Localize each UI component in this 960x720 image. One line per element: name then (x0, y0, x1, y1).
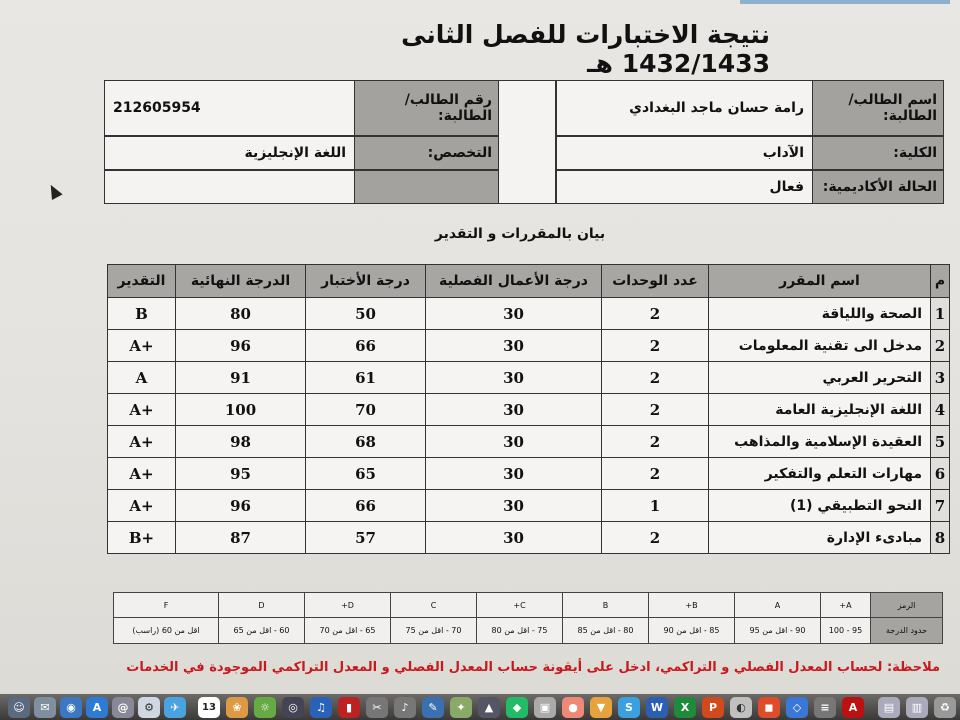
mouse-cursor-icon (45, 182, 62, 200)
row-course: اللغة الإنجليزية العامة (708, 393, 931, 426)
legend-symbol-label: الرمز (870, 592, 943, 618)
app-icon[interactable]: ◆ (506, 697, 528, 718)
row-units: 2 (601, 393, 709, 426)
row-final: 98 (175, 425, 306, 458)
vlc-icon[interactable]: ▼ (590, 697, 612, 718)
app-icon[interactable]: ▣ (534, 697, 556, 718)
row-grade: A+ (107, 489, 176, 522)
app-icon[interactable]: ◼ (758, 697, 780, 718)
legend-range: 75 - اقل من 80 (476, 617, 563, 644)
table-row (107, 393, 950, 426)
row-final: 91 (175, 361, 306, 394)
page-title: نتيجة الاختبارات للفصل الثانى 1432/1433 هـ (401, 20, 770, 78)
row-course: الصحة واللياقة (708, 297, 931, 330)
legend-range: اقل من 60 (راسب) (113, 617, 219, 644)
row-grade: A+ (107, 457, 176, 490)
legend-range: 85 - اقل من 90 (648, 617, 735, 644)
contacts-icon[interactable]: @ (112, 697, 134, 718)
documents-folder-icon[interactable]: ▥ (906, 697, 928, 718)
row-coursework: 30 (425, 521, 602, 554)
student-id-label: رقم الطالب/الطالبة: (354, 80, 499, 136)
header-grade: التقدير (107, 264, 176, 298)
row-course: مبادىء الإدارة (708, 521, 931, 554)
row-coursework: 30 (425, 489, 602, 522)
row-exam: 66 (305, 329, 426, 362)
row-coursework: 30 (425, 297, 602, 330)
row-units: 2 (601, 425, 709, 458)
taskbar-dock (0, 694, 960, 720)
row-final: 80 (175, 297, 306, 330)
table-row (107, 297, 950, 330)
table-row (107, 329, 950, 362)
iphoto-icon[interactable]: ☼ (254, 697, 276, 718)
row-course: العقيدة الإسلامية والمذاهب (708, 425, 931, 458)
row-units: 2 (601, 297, 709, 330)
legend-range: 65 - اقل من 70 (304, 617, 391, 644)
legend-code: A+ (820, 592, 871, 618)
acrobat-icon[interactable]: A (842, 697, 864, 718)
student-name-value: رامة حسان ماجد البغدادي (556, 80, 813, 136)
academic-status-label: الحالة الأكاديمية: (812, 170, 944, 204)
row-index: 6 (930, 457, 950, 490)
downloads-folder-icon[interactable]: ▤ (878, 697, 900, 718)
row-grade: A (107, 361, 176, 394)
row-exam: 61 (305, 361, 426, 394)
student-id-value: 212605954 (104, 80, 355, 136)
table-row (107, 425, 950, 458)
mail-icon[interactable]: ✉ (34, 697, 56, 718)
row-exam: 57 (305, 521, 426, 554)
header-index: م (930, 264, 950, 298)
dvd-player-icon[interactable]: ◎ (282, 697, 304, 718)
row-exam: 70 (305, 393, 426, 426)
row-coursework: 30 (425, 425, 602, 458)
student-name-label: اسم الطالب/ الطالبة: (812, 80, 944, 136)
college-label: الكلية: (812, 136, 944, 170)
legend-code: F (113, 592, 219, 618)
legend-range: 60 - اقل من 65 (218, 617, 305, 644)
academic-status-value: فعال (556, 170, 813, 204)
footer-note: ملاحظة: لحساب المعدل الفصلي و التراكمي، ادخل على أيقونة حساب المعدل الفصلي و المعدل التراكمي الموجودة في الخدمات (126, 660, 940, 675)
scissors-icon[interactable]: ✂ (366, 697, 388, 718)
trash-icon[interactable]: ♻ (934, 697, 956, 718)
legend-code: D+ (304, 592, 391, 618)
safari-icon[interactable]: ◉ (60, 697, 82, 718)
row-index: 5 (930, 425, 950, 458)
skype-icon[interactable]: S (618, 697, 640, 718)
row-units: 2 (601, 361, 709, 394)
row-units: 2 (601, 457, 709, 490)
guitar-icon[interactable]: ♪ (394, 697, 416, 718)
photos-icon[interactable]: ❀ (226, 697, 248, 718)
empty-value-cell (104, 170, 355, 204)
row-final: 95 (175, 457, 306, 490)
excel-icon[interactable]: X (674, 697, 696, 718)
app-icon[interactable]: ✦ (450, 697, 472, 718)
row-exam: 68 (305, 425, 426, 458)
window-top-bar (740, 0, 950, 4)
row-index: 3 (930, 361, 950, 394)
header-exam: درجة الأختبار (305, 264, 426, 298)
table-row (107, 361, 950, 394)
itunes-icon[interactable]: ♫ (310, 697, 332, 718)
row-course: النحو التطبيقي (1) (708, 489, 931, 522)
powerpoint-icon[interactable]: P (702, 697, 724, 718)
legend-range: 90 - اقل من 95 (734, 617, 821, 644)
header-final: الدرجة النهائية (175, 264, 306, 298)
legend-code: B (562, 592, 649, 618)
courses-table (107, 264, 950, 562)
table-row (107, 457, 950, 490)
system-preferences-icon[interactable]: ⚙ (138, 697, 160, 718)
empty-label-cell (354, 170, 499, 204)
calendar-icon[interactable]: 13 (198, 697, 220, 718)
row-index: 1 (930, 297, 950, 330)
row-coursework: 30 (425, 361, 602, 394)
row-units: 2 (601, 521, 709, 554)
row-grade: A+ (107, 425, 176, 458)
row-exam: 50 (305, 297, 426, 330)
college-value: الآداب (556, 136, 813, 170)
table-header-row (107, 264, 950, 298)
major-label: التخصص: (354, 136, 499, 170)
legend-range-label: حدود الدرجة (870, 617, 943, 644)
row-course: مهارات التعلم والتفكير (708, 457, 931, 490)
student-info-box (104, 80, 944, 206)
header-coursework: درجة الأعمال الفصلية (425, 264, 602, 298)
app-icon[interactable]: ● (562, 697, 584, 718)
row-course: التحرير العربي (708, 361, 931, 394)
major-value: اللغة الإنجليزية (104, 136, 355, 170)
row-index: 2 (930, 329, 950, 362)
legend-code: B+ (648, 592, 735, 618)
row-index: 4 (930, 393, 950, 426)
legend-code: D (218, 592, 305, 618)
preview-icon[interactable]: ◐ (730, 697, 752, 718)
row-coursework: 30 (425, 393, 602, 426)
row-final: 87 (175, 521, 306, 554)
app-icon[interactable]: ◇ (786, 697, 808, 718)
row-final: 100 (175, 393, 306, 426)
legend-code: C (390, 592, 477, 618)
row-final: 96 (175, 489, 306, 522)
messages-icon[interactable]: ✈ (164, 697, 186, 718)
row-grade: A+ (107, 393, 176, 426)
app-icon[interactable]: ≡ (814, 697, 836, 718)
book-icon[interactable]: ▮ (338, 697, 360, 718)
word-icon[interactable]: W (646, 697, 668, 718)
legend-code: C+ (476, 592, 563, 618)
app-icon[interactable]: ▲ (478, 697, 500, 718)
table-row (107, 521, 950, 554)
row-exam: 66 (305, 489, 426, 522)
app-store-icon[interactable]: A (86, 697, 108, 718)
header-course: اسم المقرر (708, 264, 931, 298)
app-icon[interactable]: ✎ (422, 697, 444, 718)
row-units: 2 (601, 329, 709, 362)
row-grade: B+ (107, 521, 176, 554)
row-coursework: 30 (425, 329, 602, 362)
table-row (107, 489, 950, 522)
legend-range: 95 - 100 (820, 617, 871, 644)
row-course: مدخل الى تقنية المعلومات (708, 329, 931, 362)
separator-cell (498, 80, 556, 204)
legend-code: A (734, 592, 821, 618)
row-units: 1 (601, 489, 709, 522)
row-coursework: 30 (425, 457, 602, 490)
row-grade: A+ (107, 329, 176, 362)
row-index: 7 (930, 489, 950, 522)
legend-range: 80 - اقل من 85 (562, 617, 649, 644)
finder-icon[interactable]: ☺ (8, 697, 30, 718)
header-units: عدد الوحدات (601, 264, 709, 298)
row-grade: B (107, 297, 176, 330)
row-final: 96 (175, 329, 306, 362)
legend-range: 70 - اقل من 75 (390, 617, 477, 644)
grade-legend-table (113, 592, 943, 644)
courses-section-title: بيان بالمقررات و التقدير (434, 226, 606, 242)
row-exam: 65 (305, 457, 426, 490)
row-index: 8 (930, 521, 950, 554)
